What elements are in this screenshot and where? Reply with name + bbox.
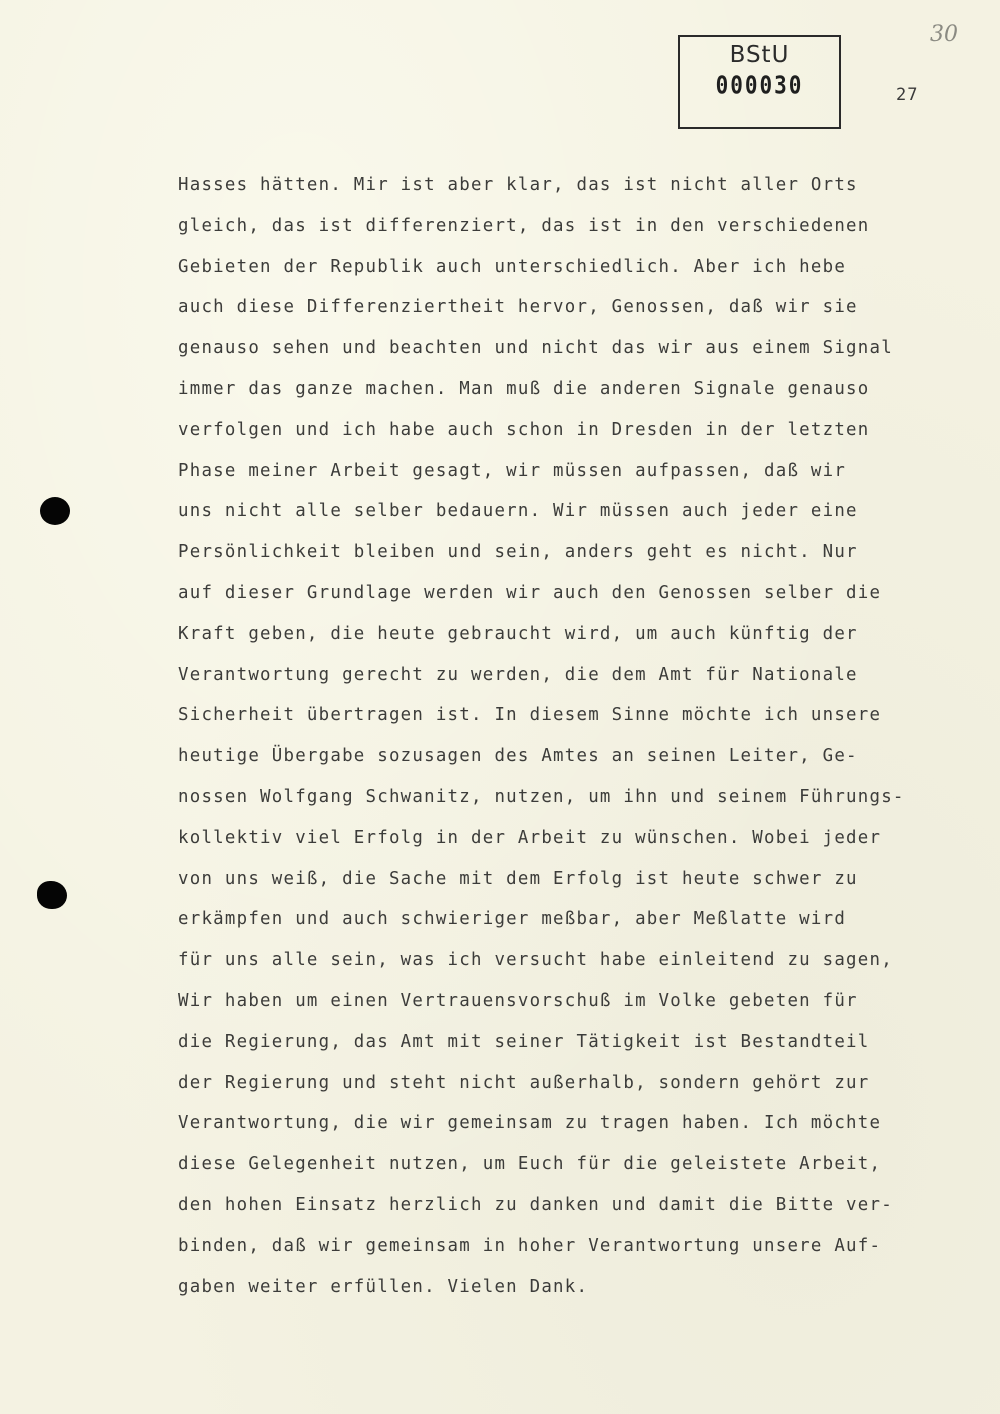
archive-stamp [678, 35, 841, 129]
text-line: gleich, das ist differenziert, das ist in den verschiedenen [178, 215, 870, 236]
text-line: auf dieser Grundlage werden wir auch den Genossen selber die [178, 582, 882, 603]
body-text [178, 165, 958, 1307]
text-line: heutige Übergabe sozusagen des Amtes an seinen Leiter, Ge- [178, 746, 858, 767]
stamp-number: 000030 [715, 70, 804, 100]
text-line: erkämpfen und auch schwieriger meßbar, aber Meßlatte wird [178, 909, 847, 930]
text-line: immer das ganze machen. Man muß die anderen Signale genauso [178, 378, 870, 399]
text-line: kollektiv viel Erfolg in der Arbeit zu wünschen. Wobei jeder [178, 827, 882, 848]
punch-hole-icon [40, 497, 70, 525]
stamp-title: BStU [729, 42, 790, 68]
text-line: Sicherheit übertragen ist. In diesem Sinne möchte ich unsere [178, 705, 882, 726]
text-line: die Regierung, das Amt mit seiner Tätigkeit ist Bestandteil [178, 1031, 870, 1052]
text-line: Verantwortung gerecht zu werden, die dem Amt für Nationale [178, 664, 858, 685]
text-line: Kraft geben, die heute gebraucht wird, um auch künftig der [178, 623, 858, 644]
text-line: Hasses hätten. Mir ist aber klar, das ist nicht aller Orts [178, 175, 858, 195]
page-number: 27 [896, 85, 919, 105]
text-line: Persönlichkeit bleiben und sein, anders geht es nicht. Nur [178, 542, 858, 563]
text-line: Phase meiner Arbeit gesagt, wir müssen aufpassen, daß wir [178, 460, 847, 481]
text-line: der Regierung und steht nicht außerhalb, sondern gehört zur [178, 1072, 870, 1093]
text-line: binden, daß wir gemeinsam in hoher Verantwortung unsere Auf- [178, 1235, 882, 1256]
text-line: auch diese Differenziertheit hervor, Genossen, daß wir sie [178, 297, 858, 318]
text-line: Wir haben um einen Vertrauensvorschuß im Volke gebeten für [178, 990, 858, 1011]
text-line: für uns alle sein, was ich versucht habe einleitend zu sagen, [178, 950, 893, 971]
text-line: uns nicht alle selber bedauern. Wir müssen auch jeder eine [178, 501, 858, 522]
text-line: von uns weiß, die Sache mit dem Erfolg ist heute schwer zu [178, 868, 858, 889]
punch-hole-icon [37, 881, 67, 909]
text-line: verfolgen und ich habe auch schon in Dresden in der letzten [178, 419, 870, 440]
handwritten-page-number: 30 [930, 22, 958, 47]
text-line: Verantwortung, die wir gemeinsam zu tragen haben. Ich möchte [178, 1113, 882, 1134]
text-line: nossen Wolfgang Schwanitz, nutzen, um ihn und seinem Führungs- [178, 786, 905, 807]
text-line: genauso sehen und beachten und nicht das wir aus einem Signal [178, 338, 893, 359]
text-line: gaben weiter erfüllen. Vielen Dank. [178, 1276, 589, 1297]
text-line: den hohen Einsatz herzlich zu danken und damit die Bitte ver- [178, 1194, 893, 1215]
text-line: diese Gelegenheit nutzen, um Euch für die geleistete Arbeit, [178, 1154, 882, 1175]
text-line: Gebieten der Republik auch unterschiedlich. Aber ich hebe [178, 256, 847, 277]
